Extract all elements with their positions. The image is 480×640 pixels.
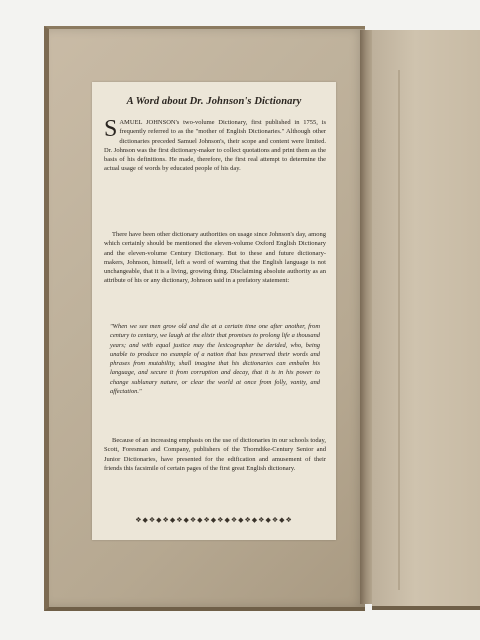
johnson-quote: "When we see men grow old and die at a certain time one after another, from century to century, we laugh at the elixir that promises to prolong life a thousand years; and with equal justice may the lexicographer be derided, who, being unable to produce no example of a nation that has preserved their words and phrases from mutability, shall imagine that his dictionaries can embalm his language, and secure it from corruption and decay, that it is in his power to change sublunary nature, or clear the world at once from folly, vanity, and affectation."	[110, 323, 320, 396]
paragraph-1	[104, 118, 326, 174]
right-endpaper	[372, 30, 480, 610]
drop-cap: S	[104, 116, 118, 142]
paragraph-1-text: AMUEL JOHNSON's two-volume Dictionary, first published in 1755, is frequently referred to as the "mother of English Dictionaries." Although other dictionaries preceded Samuel Johnson's, their scope and content were limited. Dr. Johnson was the first dictionary-maker to collect quotations and print them as the basis of his definitions. He made, therefore, the first real attempt to determine the actual usage of words by educated people of his day.	[104, 119, 326, 173]
paragraph-3: Because of an increasing emphasis on the use of dictionaries in our schools today, Scott, Foresman and Company, publishers of the Thorndike-Century Senior and Junior Dictionaries, have presented for the edification and amusement of their friends this facsimile of certain pages of the first great English dictionary.	[104, 437, 326, 472]
paragraph-2: There have been other dictionary authorities on usage since Johnson's day, among which certainly should be mentioned the eleven-volume Oxford English Dictionary and the eleven-volume Century Dictionary. But to these and future dictionary-makers, Johnson, himself, left a word of warning that the English language is not unchangeable, that it is a living, growing thing. Disclaiming absolute authority as an attribute of his or any dictionary, Johnson said in a prefatory statement:	[104, 231, 326, 285]
ornament-rule: ❖◆❖◆❖◆❖◆❖◆❖◆❖◆❖◆❖◆❖◆❖◆❖	[135, 516, 293, 524]
page-edge	[398, 70, 400, 590]
card-title: A Word about Dr. Johnson's Dictionary	[126, 96, 302, 107]
pasted-card	[92, 82, 336, 540]
book-gutter	[360, 30, 372, 604]
